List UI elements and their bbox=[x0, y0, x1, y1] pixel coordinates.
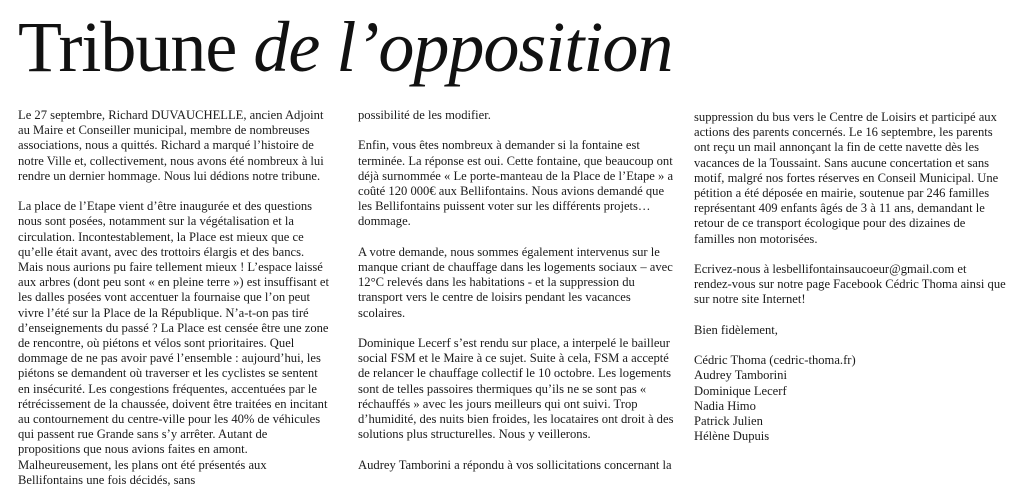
paragraph: Enfin, vous êtes nombreux à demander si la fontaine est terminée. La réponse est oui. Cette fontaine, que beaucoup ont déjà surnommée « Le porte-manteau de la Place de l’Etape » a coûté 120 000€ aux Bellifontains. Nous avions demandé que les Bellifontains puissent voter sur les différents projets… dommage. bbox=[358, 138, 674, 229]
paragraph: Dominique Lecerf s’est rendu sur place, a interpelé le bailleur social FSM et le Maire à ce sujet. Suite à cela, FSM a accepté de relancer le chauffage collectif le 10 octobre. Les logements sont de telles passoires thermiques qu’ils ne se sont pas « réchauffés » avec les jours meilleurs qui ont suivi. Trop d’humidité, des nuits bien froides, les locataires ont droit à des solutions plus structurelles. Nous y veillerons. bbox=[358, 336, 674, 442]
signatory: Audrey Tamborini bbox=[694, 368, 787, 383]
closing-salutation: Bien fidèlement, bbox=[694, 322, 778, 337]
paragraph: suppression du bus vers le Centre de Loisirs et participé aux actions des parents concernés. Le 16 septembre, les parents ont reçu un mail annonçant la fin de cette navette dès les vacances de la Toussaint. Sans aucune concertation et sans motif, malgré nos fortes réserves en Conseil Municipal. Une pétition a été déposée en mairie, soutenue par 246 familles représentant 409 enfants âgés de 3 à 11 ans, demandant le retour de ce transport écologique pour des dizaines de familles non motorisées. bbox=[694, 110, 999, 246]
title-italic: de l’opposition bbox=[253, 7, 673, 87]
page-title bbox=[18, 6, 672, 88]
paragraph: La place de l’Etape vient d’être inaugurée et des questions nous sont posées, notamment sur la végétalisation et la circulation. Incontestablement, la Place est mieux que ce qu’elle était avant, avec des trottoirs élargis et des bancs. Mais nous aurions pu faire tellement mieux ! L’espace laissé aux arbres (dont peu sont « en pleine terre ») est insuffisant et les dalles posées vont accentuer la fournaise que l’on peut vivre l’été sur la Place de la République. N’a-t-on pas tiré d’enseignements du passé ? La Place est censée être une zone de rencontre, où piétons et vélos sont prioritaires. Quel dommage de ne pas avoir pavé l’ensemble : aujourd’hui, les piétons se demandent où traverser et les cyclistes se sentent en insécurité. Les congestions fréquentes, accentuées par le rétrécissement de la chaussée, doivent être traitées en incitant au contournement du centre-ville pour les 40% de véhicules qui passent rue Grande sans s’y arrêter. Autant de propositions que nous avions faites en amont. Malheureusement, les plans ont été présentés aux Bellifontains une fois décidés, sans bbox=[18, 199, 330, 487]
contact-paragraph: Ecrivez-nous à lesbellifontainsaucoeur@gmail.com et rendez-vous sur notre page Facebook Cédric Thoma ainsi que sur notre site Internet! bbox=[694, 262, 1006, 307]
text-column-2 bbox=[358, 108, 676, 488]
text-column-3 bbox=[694, 110, 1006, 444]
signatory: Cédric Thoma (cedric-thoma.fr) bbox=[694, 353, 856, 368]
title-regular: Tribune bbox=[18, 7, 237, 87]
signatory: Patrick Julien bbox=[694, 414, 763, 429]
text-column-1 bbox=[18, 108, 330, 503]
signatories-list bbox=[694, 353, 1006, 444]
paragraph: Audrey Tamborini a répondu à vos sollicitations concernant la bbox=[358, 457, 672, 472]
paragraph: Le 27 septembre, Richard DUVAUCHELLE, ancien Adjoint au Maire et Conseiller municipal, membre de nombreuses associations, nous a quittés. Richard a marqué l’histoire de notre Ville et, collectivement, nous avons été nombreux à lui rendre un dernier hommage. Nous lui dédions notre tribune. bbox=[18, 108, 324, 183]
paragraph: A votre demande, nous sommes également intervenus sur le manque criant de chauffage dans les logements sociaux – avec 12°C relevés dans les habitations - et la suppression du transport vers le centre de loisirs pendant les vacances scolaires. bbox=[358, 244, 673, 320]
paragraph: possibilité de les modifier. bbox=[358, 108, 491, 122]
signatory: Dominique Lecerf bbox=[694, 383, 787, 398]
signatory: Nadia Himo bbox=[694, 398, 756, 413]
signatory: Hélène Dupuis bbox=[694, 429, 770, 444]
